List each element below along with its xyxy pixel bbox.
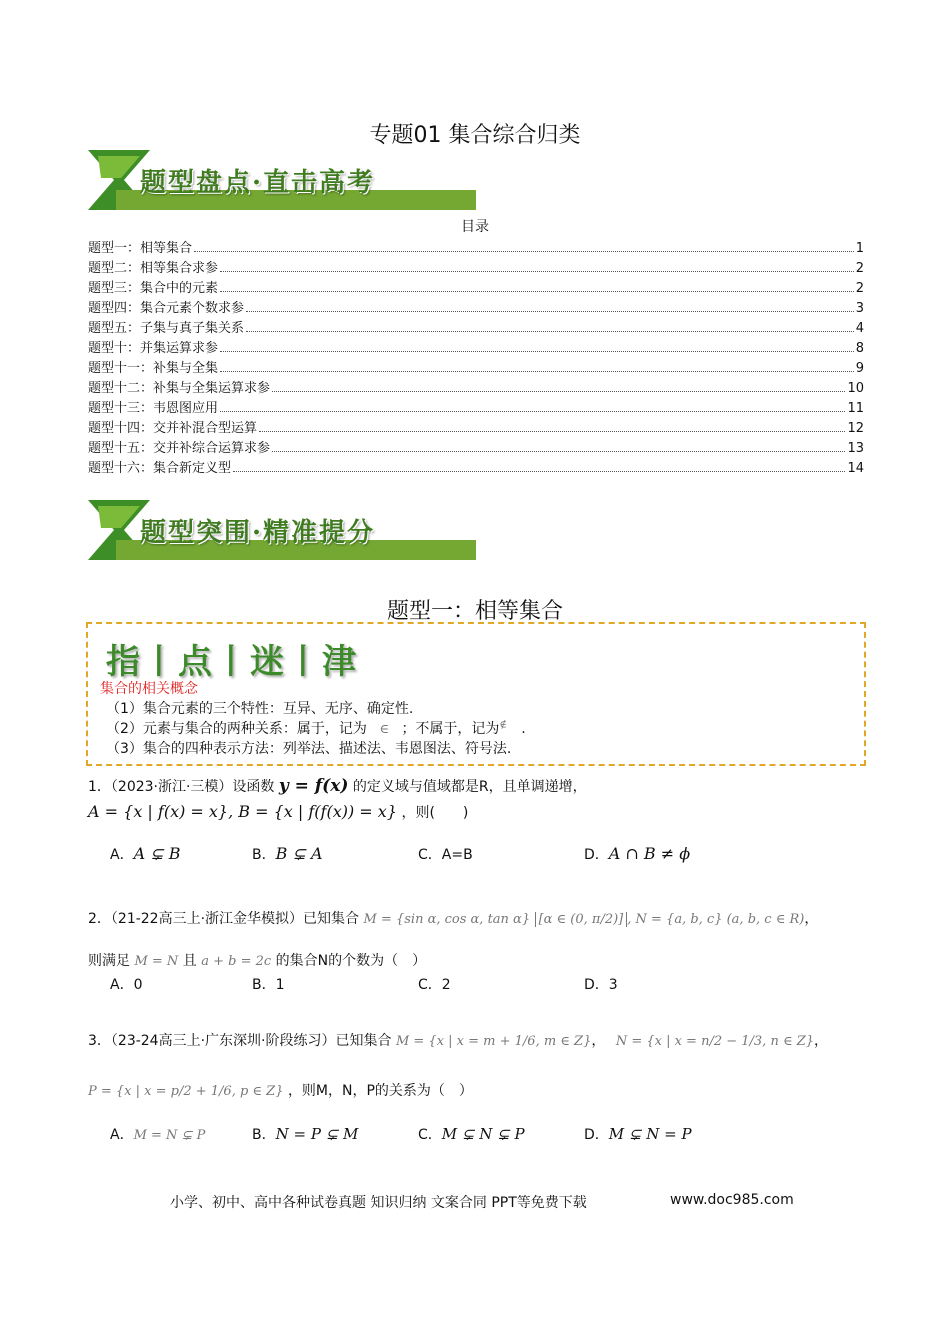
toc-item-page: 2: [855, 281, 864, 296]
toc-item[interactable]: [88, 436, 864, 456]
question-3: 3．（23-24高三上·广东深圳·阶段练习）已知集合 M = {x | x = m + 1/6, m ∈ Z}， N = {x | x = n/2 − 1/3, n ∈ Z}，: [88, 1033, 829, 1049]
toc-item-label: 题型十二：补集与全集运算求参: [88, 381, 271, 396]
toc-item[interactable]: [88, 336, 864, 356]
toc-item-label: 题型四：集合元素个数求参: [88, 301, 245, 316]
toc-item-page: 3: [855, 301, 864, 316]
toc-item-label: 题型三：集合中的元素: [88, 281, 219, 296]
q1-option-b[interactable]: B．B ⊊ A: [252, 844, 323, 863]
toc-item-label: 题型一：相等集合: [88, 241, 193, 256]
banner-text: 题型突围·精准提分: [140, 518, 376, 548]
tips-line-3: （3）集合的四种表示方法：列举法、描述法、韦恩图法、符号法.: [106, 741, 512, 757]
q2-option-a[interactable]: A．0: [110, 977, 143, 993]
question-2-line-2: 则满足 M = N 且 a + b = 2c 的集合N的个数为（ ）: [88, 953, 427, 969]
q1-option-c[interactable]: C．A=B: [418, 847, 473, 863]
toc-item[interactable]: [88, 456, 864, 476]
banner-text: 题型盘点·直击高考: [140, 168, 376, 198]
toc-item-page: 14: [847, 461, 864, 476]
toc-item-page: 1: [855, 241, 864, 256]
toc-leader: [220, 371, 854, 372]
q3-option-c[interactable]: C．M ⊊ N ⊊ P: [418, 1125, 525, 1143]
q3-option-b[interactable]: B．N = P ⊊ M: [252, 1125, 359, 1143]
page-title: 专题01 集合综合归类: [369, 123, 581, 148]
tips-line-2: （2）元素与集合的两种关系：属于，记为 ∈ ；不属于，记为∉ .: [106, 719, 526, 737]
toc-item-label: 题型二：相等集合求参: [88, 261, 219, 276]
q2-option-c[interactable]: C．2: [418, 977, 451, 993]
section-banner-practice: [88, 500, 488, 564]
toc-item-label: 题型十五：交并补综合运算求参: [88, 441, 271, 456]
section-banner-overview: [88, 150, 488, 214]
toc-item-label: 题型五：子集与真子集关系: [88, 321, 245, 336]
q1-option-d[interactable]: D．A ∩ B ≠ ϕ: [584, 844, 691, 863]
toc-item-page: 4: [855, 321, 864, 336]
toc-item-page: 11: [847, 401, 864, 416]
toc-leader: [272, 451, 845, 452]
tips-subtitle: 集合的相关概念: [100, 681, 198, 697]
tips-line-1: （1）集合元素的三个特性：互异、无序、确定性.: [106, 701, 414, 717]
q2-option-d[interactable]: D．3: [584, 977, 618, 993]
toc-item-page: 9: [855, 361, 864, 376]
toc-leader: [259, 431, 845, 432]
toc-item-page: 2: [855, 261, 864, 276]
toc-item-page: 12: [847, 421, 864, 436]
question-2: 2．（21-22高三上·浙江金华模拟）已知集合 M = {sin α, cos α, tan α} [α ∈ (0, π/2)] , N = {a, b, c} (a, b, c ∈ R)，: [88, 911, 819, 927]
section-title: 题型一：相等集合: [386, 599, 563, 624]
toc-leader: [194, 251, 854, 252]
footer-url[interactable]: www.doc985.com: [670, 1192, 794, 1208]
footer-text: 小学、初中、高中各种试卷真题 知识归纳 文案合同 PPT等免费下载: [170, 1195, 587, 1211]
q1-option-a[interactable]: A．A ⊊ B: [110, 844, 181, 863]
toc-leader: [220, 271, 854, 272]
toc-leader: [246, 331, 854, 332]
table-of-contents: [88, 236, 864, 476]
toc-leader: [220, 411, 845, 412]
toc-item[interactable]: [88, 356, 864, 376]
toc-item-page: 8: [855, 341, 864, 356]
question-1-sets: A = {x | f(x) = x}, B = {x | f(f(x)) = x} ，则( ): [88, 802, 469, 821]
toc-item[interactable]: [88, 296, 864, 316]
toc-item-label: 题型十：并集运算求参: [88, 341, 219, 356]
toc-item-label: 题型十一：补集与全集: [88, 361, 219, 376]
toc-item[interactable]: [88, 316, 864, 336]
toc-leader: [272, 391, 845, 392]
toc-heading: 目录: [461, 219, 489, 235]
toc-leader: [220, 291, 854, 292]
tips-box: [86, 622, 866, 766]
toc-leader: [220, 351, 854, 352]
toc-item-label: 题型十三：韦恩图应用: [88, 401, 219, 416]
toc-item[interactable]: [88, 416, 864, 436]
toc-item[interactable]: [88, 376, 864, 396]
q2-option-b[interactable]: B．1: [252, 977, 285, 993]
toc-item-label: 题型十四：交并补混合型运算: [88, 421, 258, 436]
toc-item[interactable]: [88, 256, 864, 276]
question-1: 1．（2023·浙江·三模）设函数 y = f(x) 的定义域与值域都是R，且单调递增，: [88, 776, 587, 796]
toc-item-page: 13: [847, 441, 864, 456]
toc-leader: [246, 311, 854, 312]
q3-option-a[interactable]: A．M = N ⊊ P: [110, 1127, 206, 1143]
toc-leader: [233, 471, 845, 472]
q3-option-d[interactable]: D．M ⊊ N = P: [584, 1125, 692, 1143]
toc-item-label: 题型十六：集合新定义型: [88, 461, 232, 476]
toc-item[interactable]: [88, 236, 864, 256]
toc-item[interactable]: [88, 276, 864, 296]
toc-item[interactable]: [88, 396, 864, 416]
tips-heading: 指丨点丨迷丨津: [106, 642, 358, 682]
toc-item-page: 10: [847, 381, 864, 396]
question-3-line-2: P = {x | x = p/2 + 1/6, p ∈ Z} ，则M，N，P的关系为（ ）: [88, 1083, 473, 1099]
